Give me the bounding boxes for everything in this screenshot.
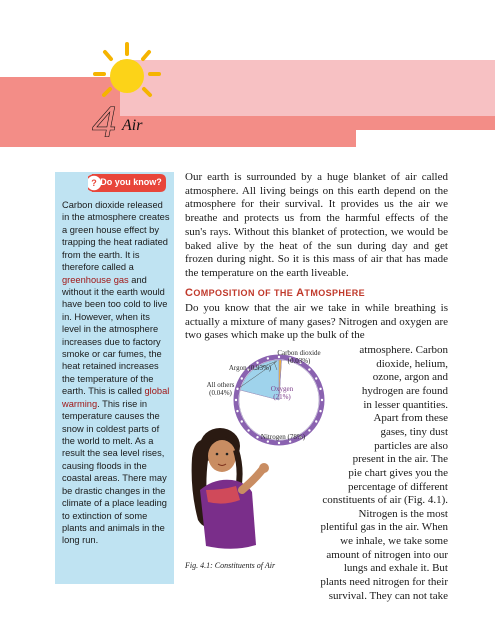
pie-rim-dot [235,399,237,401]
header-band-lower [0,130,356,147]
section-heading: COMPOSITION OF THE ATMOSPHERE [185,287,366,299]
pie-rim-dot [308,429,310,431]
wrapped-line: survival. They can not take [328,589,448,602]
did-you-know-label: Do you know? [100,177,162,187]
oxygen-label: Oxygen (21%) [270,385,294,401]
header-band-light [120,60,495,116]
wrapped-line: gases, tiny dust [380,425,448,438]
all-others-label: All others (0.04%) [206,381,235,397]
carbon-dioxide-label: Carbon dioxide (0.03%) [277,349,321,365]
pie-rim-dot [308,368,310,370]
intro-paragraph: Our earth is surrounded by a huge blanket of air called atmosphere. All living beings on this earth depend on the atmosphere for their survival. It provides us the air we breathe and protects us from the harmful effects of the sun's rays. Without this blanket of protection, we would be baked alive by the heat of the sun during day and get frozen during night. So it is this mass of air that has made the temperature on the earth liveable. [185,171,448,279]
pie-rim-dot [247,429,249,431]
global-warming-term: global warming [62,386,170,409]
pie-rim-dot [315,420,317,422]
wrapped-line: constituents of air (Fig. 4.1). [322,494,448,507]
air-composition-figure [184,340,334,570]
pie-rim-dot [241,420,243,422]
pie-rim-dot [278,442,280,444]
greenhouse-gas-term: greenhouse gas [62,274,129,285]
wrapped-line: present in the air. The [352,453,448,466]
wrapped-line: particles are also [374,439,448,452]
wrapped-line: plentiful gas in the air. When [320,521,448,534]
wrapped-line: atmosphere. Carbon [359,344,448,356]
wrapped-line: amount of nitrogen into our [326,548,448,561]
pie-rim-dot [321,399,323,401]
pie-rim-dot [319,410,321,412]
chapter-title: Air [122,117,143,134]
wrapped-line: we inhale, we take some [340,535,448,548]
wrapped-line: lungs and exhale it. But [343,562,448,575]
wrapped-line: plants need nitrogen for their [320,576,448,589]
svg-text:?: ? [91,178,97,188]
wrapped-line: Nitrogen is the most [358,507,448,520]
wrapped-line: Apart from these [373,412,448,425]
wrapped-line: percentage of different [348,480,448,493]
figure-caption: Fig. 4.1: Constituents of Air [185,561,276,570]
girl-with-pie-chart-illustration [184,340,334,565]
pie-rim-dot [241,377,243,379]
wrapped-line: in lesser quantities. [363,398,448,411]
header-band-lower-right [356,116,495,130]
wrapped-line: ozone, argon and [372,371,448,384]
sidebar-paragraph: Carbon dioxide released in the atmosphere creates a green house effect by trapping the heat radiated from the earth. It is therefore called a greenhouse gas and without it the earth would have been too cold to live in. However, when its level in the atmosphere increases due to factory smoke or car fumes, the heat retained increases the temperature of the earth. This is called global warming. This rise in temperature causes the snow in coldest parts of the world to melt. As a result the sea level rises, causing floods in the coastal areas. There may be drastic changes in the climate of a place leading to extinction of some plants and animals in the long run. [62,200,170,546]
wrapped-line: dioxide, helium, [376,357,448,370]
nitrogen-label: Nitrogen (78%) [260,433,306,441]
argon-label: Argon (0.93%) [228,364,272,372]
wrapped-line: pie chart gives you the [348,466,448,479]
pie-rim-dot [319,388,321,390]
pie-rim-dot [236,410,238,412]
composition-paragraph: Do you know that the air we take in while breathing is actually a mixture of many gases? Nitrogen and oxygen are two gases which make up the bulk of the [185,302,448,342]
wrapped-line: hydrogen are found [361,384,448,397]
pie-rim-dot [315,377,317,379]
chapter-number: 4 [92,98,116,147]
